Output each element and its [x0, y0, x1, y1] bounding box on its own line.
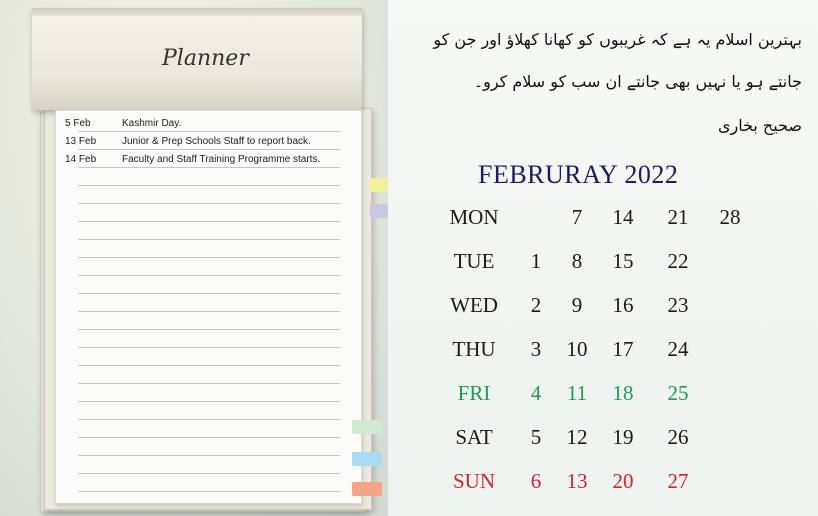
- ruled-line: [78, 275, 340, 276]
- weekday-label-sun: SUN: [452, 469, 496, 493]
- event-date: 13 Feb: [65, 136, 97, 147]
- calendar-date: 28: [719, 205, 741, 229]
- event-row: [56, 115, 361, 131]
- calendar-date: 26: [667, 425, 689, 449]
- weekday-label-wed: WED: [450, 293, 498, 317]
- sticky-tab-yellow: [370, 178, 388, 192]
- ruled-line: [78, 491, 340, 492]
- ruled-line: [78, 455, 340, 456]
- ruled-line: [78, 329, 340, 330]
- calendar-date: 11: [566, 381, 588, 405]
- quote-line-1: بہترین اسلام یہ ہے کہ غریبوں کو کھانا کھلاؤ اور جن کو: [433, 30, 802, 49]
- ruled-line: [78, 167, 340, 168]
- weekday-label-tue: TUE: [453, 249, 495, 273]
- ruled-line: [78, 419, 340, 420]
- ruled-line: [78, 401, 340, 402]
- ruled-line: [78, 473, 340, 474]
- planner-title: Planner: [162, 46, 249, 71]
- ruled-line: [78, 131, 340, 132]
- calendar-date: 24: [667, 337, 689, 361]
- event-description: Faculty and Staff Training Programme starts.: [122, 154, 321, 165]
- ruled-line: [78, 239, 340, 240]
- calendar-date: 12: [566, 425, 588, 449]
- calendar-date: 10: [566, 337, 588, 361]
- quote-line-2: جانتے ہو یا نہیں بھی جانتے ان سب کو سلام کرو۔: [473, 72, 802, 91]
- event-date: 5 Feb: [65, 118, 91, 129]
- event-date: 14 Feb: [65, 154, 97, 165]
- calendar-date: 4: [530, 381, 542, 405]
- calendar-title: FEBRURAY 2022: [478, 160, 679, 189]
- weekday-label-mon: MON: [449, 205, 499, 229]
- calendar-date: 18: [612, 381, 634, 405]
- event-description: Junior & Prep Schools Staff to report back.: [122, 136, 311, 147]
- calendar-date: 6: [530, 469, 542, 493]
- ruled-line: [78, 257, 340, 258]
- event-description: Kashmir Day.: [122, 118, 182, 129]
- calendar-date: 21: [667, 205, 689, 229]
- event-row: [56, 133, 361, 149]
- calendar-date: 7: [571, 205, 583, 229]
- calendar-date: 3: [530, 337, 542, 361]
- sticky-tab-green: [352, 420, 382, 434]
- weekday-label-thu: THU: [452, 337, 496, 361]
- ruled-line: [78, 221, 340, 222]
- calendar-date: 16: [612, 293, 634, 317]
- ruled-line: [78, 383, 340, 384]
- sticky-tab-lavender: [370, 204, 388, 218]
- calendar-date: 25: [667, 381, 689, 405]
- calendar-date: 17: [612, 337, 634, 361]
- calendar-date: 20: [612, 469, 634, 493]
- ruled-line: [78, 365, 340, 366]
- ruled-line: [78, 293, 340, 294]
- calendar-date: 14: [612, 205, 634, 229]
- calendar-date: 5: [530, 425, 542, 449]
- notebook-cover: [32, 8, 362, 110]
- notes-sheet: [55, 110, 362, 504]
- ruled-line: [78, 185, 340, 186]
- calendar-date: 27: [667, 469, 689, 493]
- calendar-date: 22: [667, 249, 689, 273]
- ruled-line: [78, 203, 340, 204]
- weekday-label-fri: FRI: [457, 381, 491, 405]
- calendar-date: 15: [612, 249, 634, 273]
- calendar-date: 19: [612, 425, 634, 449]
- calendar-date: 1: [530, 249, 542, 273]
- ruled-line: [78, 347, 340, 348]
- calendar-date: 8: [571, 249, 583, 273]
- sticky-tab-blue: [352, 452, 382, 466]
- calendar-date: 2: [530, 293, 542, 317]
- event-row: [56, 151, 361, 167]
- ruled-line: [78, 311, 340, 312]
- calendar-date: 23: [667, 293, 689, 317]
- ruled-line: [78, 437, 340, 438]
- calendar-date: 9: [571, 293, 583, 317]
- weekday-label-sat: SAT: [455, 425, 493, 449]
- calendar-date: 13: [566, 469, 588, 493]
- ruled-line: [78, 149, 340, 150]
- quote-source: صحیح بخاری: [717, 116, 802, 135]
- sticky-tab-orange: [352, 482, 382, 496]
